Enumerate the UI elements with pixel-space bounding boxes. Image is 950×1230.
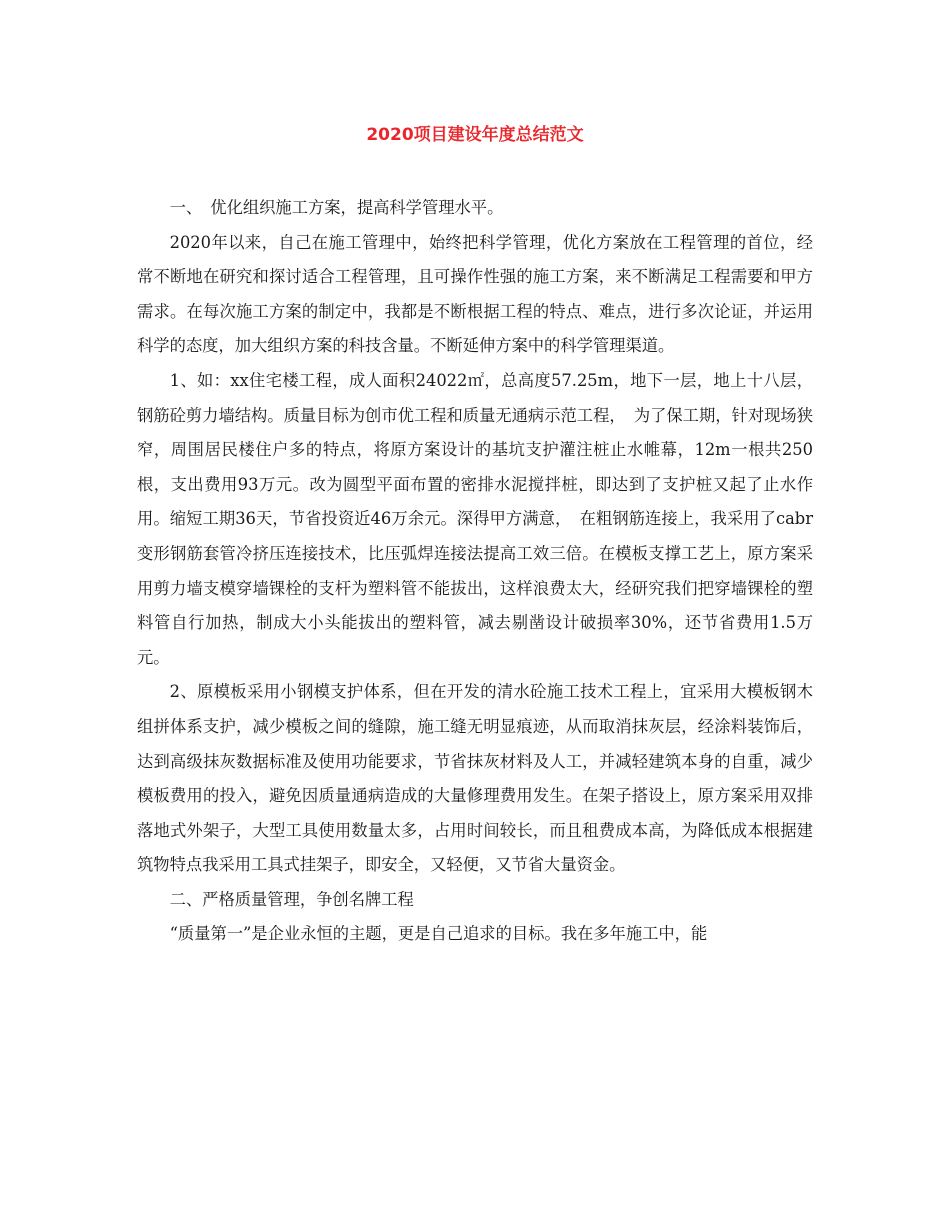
paragraph: 2020年以来，自己在施工管理中，始终把科学管理，优化方案放在工程管理的首位，经常不断地在研究和探讨适合工程管理，且可操作性强的施工方案，来不断满足工程需要和甲方需求。在每次施工方案的制定中，我都是不断根据工程的特点、难点，进行多次论证，并运用科学的态度，加大组织方案的科技含量。不断延伸方案中的科学管理渠道。 xyxy=(137,232,813,356)
section-heading-2: 二、严格质量管理，争创名牌工程 xyxy=(169,889,414,909)
paragraph: “质量第一”是企业永恒的主题，更是自己追求的目标。我在多年施工中，能 xyxy=(169,924,708,944)
paragraph: 2、原模板采用小钢模支护体系，但在开发的清水砼施工技术工程上，宜采用大模板钢木组拼体系支护，减少模板之间的缝隙，施工缝无明显痕迹，从而取消抹灰层，经涂料装饰后，达到高级抹灰数据标准及使用功能要求，节省抹灰材料及人工，并减轻建筑本身的自重，减少模板费用的投入，避免因质量通病造成的大量修理费用发生。在架子搭设上，原方案采用双排落地式外架子，大型工具使用数量太多，占用时间较长，而且租费成本高，为降低成本根据建筑物特点我采用工具式挂架子，即安全，又轻便，又节省大量资金。 xyxy=(137,682,813,875)
document-title: 2020项目建设年度总结范文 xyxy=(366,125,584,145)
section-heading-1: 一、 优化组织施工方案，提高科学管理水平。 xyxy=(169,198,504,217)
paragraph: 1、如：xx住宅楼工程，成人面积24022㎡，总高度57.25m，地下一层，地上十八层，钢筋砼剪力墙结构。质量目标为创市优工程和质量无通病示范工程， 为了保工期，针对现场狭窄，周围居民楼住户多的特点，将原方案设计的基坑支护灌注桩止水帷幕，12m一根共250根，支出费用93万元。改为圆型平面布置的密排水泥搅拌桩，即达到了支护桩又起了止水作用。缩短工期36天，节省投资近46万余元。深得甲方满意， 在粗钢筋连接上，我采用了cabr变形钢筋套管冷挤压连接技术，比压弧焊连接法提高工效三倍。在模板支撑工艺上，原方案采用剪力墙支模穿墙锞栓的支杆为塑料管不能拔出，这样浪费太大，经研究我们把穿墙锞栓的塑料管自行加热，制成大小头能拔出的塑料管，减去剔凿设计破损率30%，还节省费用1.5万元。 xyxy=(137,370,813,667)
document-body xyxy=(137,191,813,952)
